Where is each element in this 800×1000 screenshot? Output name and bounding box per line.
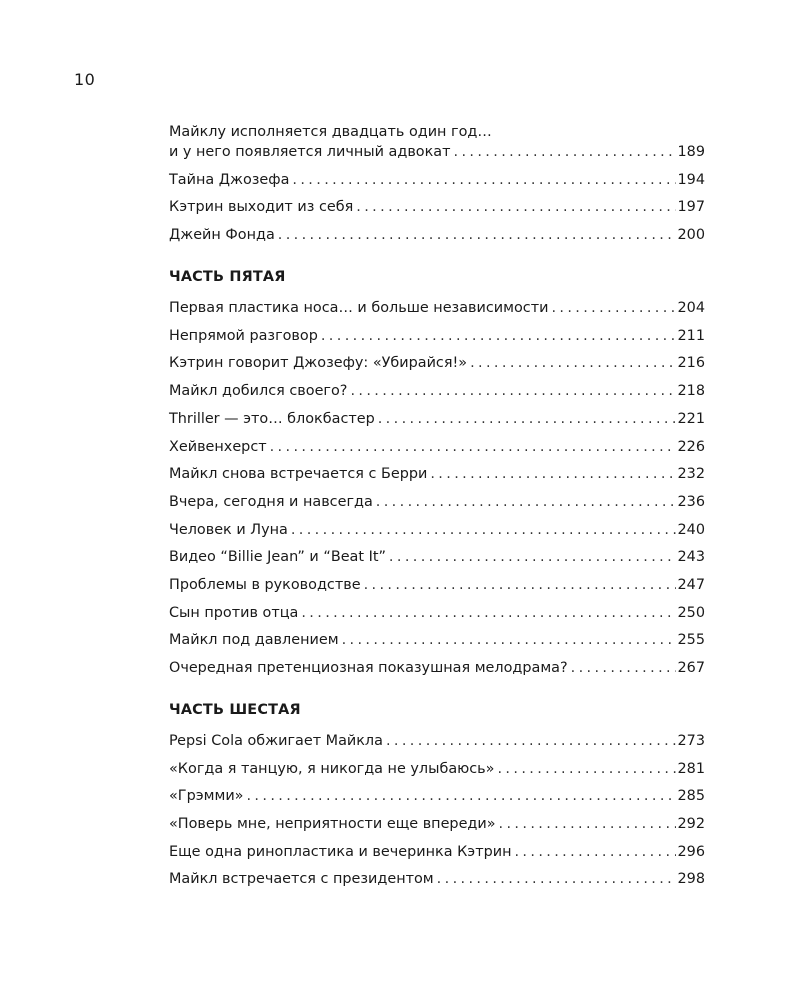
- toc-entry[interactable]: [169, 575, 705, 595]
- toc-entry-page: 189: [677, 144, 705, 160]
- toc-entry-page: 221: [677, 410, 705, 427]
- toc-entry[interactable]: [169, 464, 705, 484]
- toc-entry-page: 218: [677, 383, 705, 400]
- toc-entry-title: Майкл под давлением: [169, 632, 339, 649]
- toc-entry-title: Проблемы в руководстве: [169, 576, 361, 593]
- toc-entry-page: 211: [677, 327, 705, 344]
- dot-leader: [430, 464, 675, 484]
- toc-entry[interactable]: [169, 842, 705, 862]
- toc-entry[interactable]: [169, 225, 705, 245]
- dot-leader: [246, 786, 675, 806]
- toc-entry-title: Pepsi Cola обжигает Майкла: [169, 733, 383, 749]
- toc-entry[interactable]: [169, 786, 705, 806]
- toc-entry-title: Еще одна ринопластика и вечеринка Кэтрин: [169, 843, 512, 860]
- toc-entry-page: 255: [677, 632, 705, 649]
- dot-leader: [342, 630, 676, 650]
- toc-entry-page: 240: [677, 521, 705, 538]
- dot-leader: [551, 298, 675, 318]
- toc-entry[interactable]: [169, 869, 705, 889]
- toc-entry[interactable]: [169, 298, 705, 318]
- dot-leader: [499, 814, 676, 834]
- dot-leader: [514, 842, 675, 862]
- dot-leader: [454, 142, 676, 162]
- toc-entry-page: 292: [677, 816, 705, 833]
- toc-entry[interactable]: [169, 658, 705, 678]
- toc-entry[interactable]: [169, 197, 705, 217]
- toc-entry-title: и у него появляется личный адвокат: [169, 144, 451, 160]
- dot-leader: [389, 547, 676, 567]
- toc-entry-title: Непрямой разговор: [169, 327, 318, 344]
- toc-entry[interactable]: [169, 603, 705, 623]
- toc-entry-title: Майкл добился своего?: [169, 383, 348, 400]
- dot-leader: [437, 869, 676, 889]
- toc-entry-title-line1: Майклу исполняется двадцать один год…: [169, 124, 492, 140]
- toc-entry-page: 197: [677, 199, 705, 216]
- dot-leader: [350, 381, 675, 401]
- toc-entry-title: Майкл встречается с президентом: [169, 871, 434, 888]
- toc-entry[interactable]: [169, 353, 705, 373]
- toc-entry[interactable]: [169, 731, 705, 751]
- toc-entry-page: 204: [677, 300, 705, 317]
- toc-entry[interactable]: [169, 759, 705, 779]
- dot-leader: [321, 326, 676, 346]
- toc-entry[interactable]: [169, 814, 705, 834]
- toc-entry-page: 267: [677, 660, 705, 676]
- toc-entry[interactable]: [169, 381, 705, 401]
- part5-entries: [169, 298, 705, 678]
- toc-entry-title: Кэтрин говорит Джозефу: «Убирайся!»: [169, 355, 468, 372]
- toc-entry-title: Первая пластика носа… и больше независимости: [169, 300, 549, 317]
- page-number: 10: [74, 70, 96, 89]
- toc-entry-title: Thriller — это… блокбастер: [169, 410, 375, 427]
- toc-entry-page: 243: [677, 549, 705, 566]
- dot-leader: [364, 575, 676, 595]
- part6-entries: [169, 731, 705, 889]
- toc-entry-page: 200: [677, 227, 705, 244]
- toc-entry-page: 194: [677, 171, 705, 188]
- dot-leader: [376, 492, 676, 512]
- dot-leader: [571, 658, 676, 678]
- toc-entry-title: Очередная претенциозная показушная мелодрама?: [169, 660, 568, 676]
- dot-leader: [270, 437, 676, 457]
- dot-leader: [497, 759, 675, 779]
- part-heading: ЧАСТЬ ШЕСТАЯ: [169, 702, 301, 718]
- toc-entry-page: 247: [677, 576, 705, 593]
- toc-entry-page: 298: [677, 871, 705, 888]
- toc-entry[interactable]: [169, 409, 705, 429]
- toc-entry-title: «Поверь мне, неприятности еще впереди»: [169, 816, 496, 833]
- toc-entry-page: 281: [677, 760, 705, 777]
- toc-entry[interactable]: [169, 520, 705, 540]
- dot-leader: [470, 353, 675, 373]
- toc-entry-page: 273: [677, 733, 705, 749]
- toc-entry[interactable]: [169, 547, 705, 567]
- toc-entry-page: 296: [677, 843, 705, 860]
- toc-entry-page: 236: [677, 493, 705, 510]
- toc-entry[interactable]: [169, 326, 705, 346]
- toc-entry[interactable]: [169, 170, 705, 190]
- toc-entry-page: 232: [677, 466, 705, 483]
- toc-entry-title: Хейвенхерст: [169, 438, 267, 455]
- toc-entry-title: Кэтрин выходит из себя: [169, 199, 354, 216]
- toc-entry-page: 285: [677, 788, 705, 805]
- toc-entry-title: Майкл снова встречается с Берри: [169, 466, 428, 483]
- toc-entry[interactable]: [169, 437, 705, 457]
- toc-entry-title: Вчера, сегодня и навсегда: [169, 493, 373, 510]
- toc-entry-page: 250: [677, 604, 705, 621]
- dot-leader: [292, 170, 675, 190]
- dot-leader: [291, 520, 676, 540]
- toc-entry[interactable]: [169, 122, 705, 162]
- table-of-contents: [169, 122, 705, 897]
- dot-leader: [356, 197, 675, 217]
- toc-entry-title: Тайна Джозефа: [169, 171, 290, 188]
- toc-entry[interactable]: [169, 492, 705, 512]
- toc-entry-title: Джейн Фонда: [169, 227, 275, 244]
- toc-entry-title: Сын против отца: [169, 604, 299, 621]
- toc-entry-page: 216: [677, 355, 705, 372]
- toc-entry[interactable]: [169, 630, 705, 650]
- dot-leader: [301, 603, 675, 623]
- toc-entry-title: «Грэмми»: [169, 788, 244, 805]
- dot-leader: [278, 225, 676, 245]
- toc-entry-page: 226: [677, 438, 705, 455]
- toc-entry-title: Человек и Луна: [169, 521, 288, 538]
- toc-entry-title: «Когда я танцую, я никогда не улыбаюсь»: [169, 760, 495, 777]
- dot-leader: [378, 409, 676, 429]
- part-heading: ЧАСТЬ ПЯТАЯ: [169, 269, 286, 286]
- toc-entry-title: Видео “Billie Jean” и “Beat It”: [169, 549, 386, 566]
- dot-leader: [386, 731, 676, 751]
